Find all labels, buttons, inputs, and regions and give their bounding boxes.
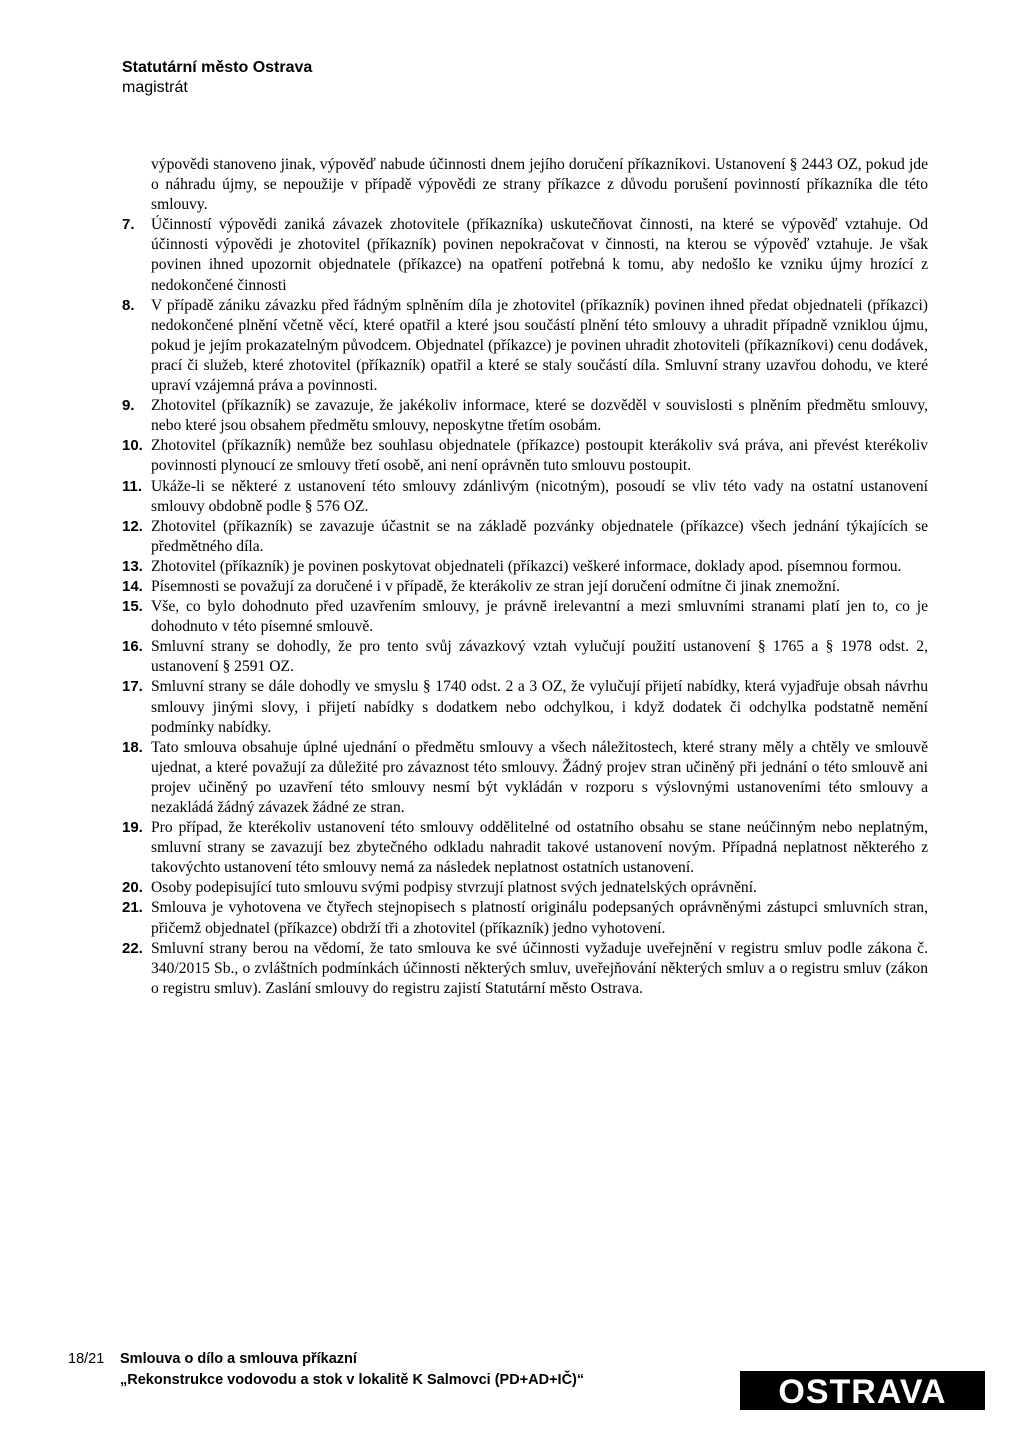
clause-number: 20.	[122, 879, 143, 897]
clause-item	[122, 738, 928, 818]
ostrava-logo: OSTRAVA	[740, 1371, 985, 1410]
clause-item	[122, 597, 928, 637]
clause-item	[122, 677, 928, 737]
clause-item	[122, 577, 928, 597]
clause-number: 11.	[122, 477, 143, 495]
clause-text: Účinností výpovědi zaniká závazek zhotovitele (příkazníka) uskutečňovat činnosti, na které se výpověď vztahuje. Od účinnosti výpovědi je zhotovitel (příkazník) povinen nepokračovat v činnosti, na kterou se výpověď vztahuje. Je však povinen ihned upozornit objednatele (příkazce) na opatření potřebná k tomu, aby nedošlo ke vzniku újmy hrozící z nedokončené činnosti	[151, 216, 928, 294]
clause-item	[122, 396, 928, 436]
clause-item	[122, 517, 928, 557]
clause-number: 17.	[122, 678, 143, 696]
clause-item	[122, 878, 928, 898]
clause-item	[122, 898, 928, 938]
clause-item	[122, 557, 928, 577]
clause-number: 19.	[122, 819, 143, 837]
organization-name: Statutární město Ostrava	[122, 59, 313, 76]
clause-text: V případě zániku závazku před řádným splněním díla je zhotovitel (příkazník) povinen ihned předat objednateli (příkazci) nedokončené plnění včetně věcí, které opatřil a které jsou součástí plnění této smlouvy a uhradit případně vzniklou újmu, pokud je jejím prokazatelným původcem. Objednatel (příkazce) je povinen uhradit zhotoviteli (příkazníkovi) cenu dodávek, prací či služeb, které zhotovitel (příkazník) opatřil a které se staly součástí díla. Smluvní strany uzavřou dohodu, ve které upraví vzájemná práva a povinnosti.	[151, 296, 928, 395]
clause-number: 10.	[122, 437, 143, 455]
clause-number: 7.	[122, 216, 135, 234]
continuation-paragraph: výpovědi stanoveno jinak, výpověď nabude účinnosti dnem jejího doručení příkazníkovi. Ustanovení § 2443 OZ, pokud jde o náhradu újmy, se nepoužije v případě výpovědi ze strany příkazce z důvodu porušení povinností příkazníka dle této smlouvy.	[151, 156, 928, 214]
clause-text: Smlouva je vyhotovena ve čtyřech stejnopisech s platností originálu podepsaných oprávněnými zástupci smluvních stran, přičemž objednatel (příkazce) obdrží tři a zhotovitel (příkazník) jedno vyhotovení.	[151, 899, 928, 937]
clause-text: Ukáže-li se některé z ustanovení této smlouvy zdánlivým (nicotným), posoudí se vliv této vady na ostatní ustanovení smlouvy obdobně podle § 576 OZ.	[151, 477, 928, 515]
clause-text: Písemnosti se považují za doručené i v případě, že kterákoliv ze stran její doručení odmítne či jinak znemožní.	[151, 577, 840, 595]
clause-number: 14.	[122, 577, 143, 595]
clause-number: 22.	[122, 939, 143, 957]
clause-text: Smluvní strany se dále dohodly ve smyslu § 1740 odst. 2 a 3 OZ, že vylučují přijetí nabídky, která vyjadřuje obsah návrhu smlouvy jinými slovy, i přijetí nabídky s dodatkem nebo odchylkou, i když dodatek či odchylka podstatně nemění podmínky nabídky.	[151, 678, 928, 736]
organization-subtitle: magistrát	[122, 79, 188, 96]
clause-text: Smluvní strany se dohodly, že pro tento svůj závazkový vztah vylučují použití ustanovení § 1765 a § 1978 odst. 2, ustanovení § 2591 OZ.	[151, 638, 928, 676]
clause-text: Tato smlouva obsahuje úplné ujednání o předmětu smlouvy a všech náležitostech, které strany měly a chtěly ve smlouvě ujednat, a které považují za důležité pro závaznost této smlouvy. Žádný projev stran učiněný při jednání o této smlouvě ani projev učiněný po uzavření této smlouvy nesmí být vykládán v rozporu s výslovnými ustanoveními této smlouvy a nezakládá žádný závazek žádné ze stran.	[151, 738, 928, 816]
clause-number: 9.	[122, 397, 135, 415]
clause-item	[122, 939, 928, 999]
clause-number: 16.	[122, 638, 143, 656]
clause-item	[122, 296, 928, 396]
clause-item	[122, 637, 928, 677]
clause-text: Zhotovitel (příkazník) se zavazuje, že jakékoliv informace, které se dozvěděl v souvislosti s plněním předmětu smlouvy, nebo které jsou obsahem předmětu smlouvy, neposkytne třetím osobám.	[151, 397, 928, 435]
clause-item	[122, 477, 928, 517]
clause-number: 15.	[122, 598, 143, 616]
clause-number: 13.	[122, 557, 143, 575]
clause-number: 8.	[122, 296, 135, 314]
clause-item	[122, 215, 928, 295]
clause-text: Vše, co bylo dohodnuto před uzavřením smlouvy, je právně irelevantní a mezi smluvními stranami platí jen to, co je dohodnuto v této písemné smlouvě.	[151, 598, 928, 636]
clause-text: Pro případ, že kterékoliv ustanovení této smlouvy oddělitelné od ostatního obsahu se stane neúčinným nebo neplatným, smluvní strany se zavazují bez zbytečného odkladu nahradit takové ustanovení novým. Případná neplatnost některého z takovýchto ustanovení této smlouvy nemá za následek neplatnost ostatních ustanovení.	[151, 819, 928, 877]
clause-text: Zhotovitel (příkazník) se zavazuje účastnit se na základě pozvánky objednatele (příkazce) všech jednání týkajících se předmětného díla.	[151, 517, 928, 555]
page-number: 18/21	[68, 1351, 105, 1367]
clause-text: Osoby podepisující tuto smlouvu svými podpisy stvrzují platnost svých jednatelských oprávnění.	[151, 879, 757, 897]
clause-text: Zhotovitel (příkazník) nemůže bez souhlasu objednatele (příkazce) postoupit kterákoliv svá práva, ani převést kterékoliv povinnosti plynoucí ze smlouvy třetí osobě, ani není oprávněn tuto smlouvu postoupit.	[151, 437, 928, 475]
contract-body	[122, 155, 928, 999]
clause-number: 12.	[122, 517, 143, 535]
clause-item	[122, 436, 928, 476]
clause-text: Smluvní strany berou na vědomí, že tato smlouva ke své účinnosti vyžaduje uveřejnění v registru smluv podle zákona č. 340/2015 Sb., o zvláštních podmínkách účinnosti některých smluv, uveřejňování některých smluv a o registru smluv (zákon o registru smluv). Zaslání smlouvy do registru zajistí Statutární město Ostrava.	[151, 939, 928, 997]
clause-number: 21.	[122, 899, 143, 917]
clause-item	[122, 818, 928, 878]
project-title: „Rekonstrukce vodovodu a stok v lokalitě K Salmovci (PD+AD+IČ)“	[120, 1372, 585, 1388]
clause-number: 18.	[122, 738, 143, 756]
page-header	[122, 58, 312, 98]
clause-text: Zhotovitel (příkazník) je povinen poskytovat objednateli (příkazci) veškeré informace, doklady apod. písemnou formou.	[151, 557, 902, 575]
document-title: Smlouva o dílo a smlouva příkazní	[120, 1351, 357, 1367]
